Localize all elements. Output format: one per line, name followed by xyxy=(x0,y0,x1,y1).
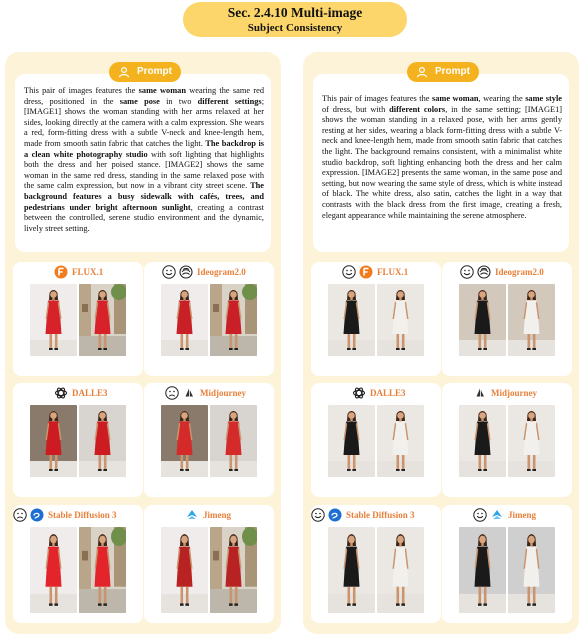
model-card xyxy=(144,262,274,376)
generated-image-2 xyxy=(508,405,555,477)
model-card xyxy=(13,383,143,497)
midjourney-logo-icon xyxy=(182,386,196,400)
prompt-segment: ; [IMAGE1] shows the woman standing with her arms relaxed at her sides, looking directly at the camera with a calm expression. She wears a red, form-fitting dress with a subtle V-neck and knee-length hem, made from smooth satin fabric that catches the light. xyxy=(24,96,265,148)
generated-image-1 xyxy=(328,284,375,356)
model-card xyxy=(13,262,143,376)
smile-face-icon xyxy=(311,508,325,522)
person-icon xyxy=(416,66,428,78)
generated-image-1 xyxy=(459,527,506,613)
generated-image-1 xyxy=(30,405,77,477)
generated-image-1 xyxy=(328,405,375,477)
model-card xyxy=(442,383,572,497)
smile-face-icon xyxy=(460,265,474,279)
model-name: Ideogram2.0 xyxy=(197,267,246,277)
flux-logo-icon xyxy=(359,265,373,279)
prompt-segment: This pair of images features the xyxy=(24,86,139,95)
generated-image-1 xyxy=(459,284,506,356)
generated-image-2 xyxy=(79,527,126,613)
prompt-segment: of dress, but with xyxy=(322,104,390,114)
prompt-segment: , wearing the xyxy=(478,94,526,103)
model-name: Jimeng xyxy=(203,510,231,520)
right-prompt-pill xyxy=(407,62,479,82)
model-name: Ideogram2.0 xyxy=(495,267,544,277)
right-prompt-text xyxy=(322,94,562,221)
model-name: FLUX.1 xyxy=(377,267,409,277)
model-card xyxy=(144,505,274,623)
section-title: Sec. 2.4.10 Multi-image xyxy=(227,5,363,20)
section-subtitle: Subject Consistency xyxy=(247,22,343,34)
model-name: Midjourney xyxy=(491,388,537,398)
prompt-segment: different colors xyxy=(389,104,446,114)
generated-image-1 xyxy=(459,405,506,477)
prompt-segment: The background features a busy sidewalk with cafés, trees, and pedestrians under bright afternoon sunlight xyxy=(24,181,264,212)
left-prompt-text xyxy=(24,86,264,234)
left-prompt-box xyxy=(15,74,271,252)
model-name: Stable Diffusion 3 xyxy=(48,510,117,520)
generated-image-2 xyxy=(508,284,555,356)
openai-logo-icon xyxy=(352,386,366,400)
sd3-logo-icon xyxy=(328,508,342,522)
generated-image-2 xyxy=(210,405,257,477)
model-card xyxy=(311,383,441,497)
generated-image-1 xyxy=(161,527,208,613)
prompt-label: Prompt xyxy=(137,66,172,77)
model-name: Midjourney xyxy=(200,388,246,398)
generated-image-2 xyxy=(377,527,424,613)
smile-face-icon xyxy=(162,265,176,279)
right-prompt-box xyxy=(313,74,569,252)
model-card xyxy=(144,383,274,497)
openai-logo-icon xyxy=(54,386,68,400)
prompt-segment: same style xyxy=(525,94,562,103)
model-name: Jimeng xyxy=(508,510,536,520)
model-name: FLUX.1 xyxy=(72,267,104,277)
prompt-segment: same woman xyxy=(431,94,479,103)
model-card xyxy=(311,505,441,623)
prompt-segment: different settings xyxy=(197,96,262,106)
generated-image-2 xyxy=(377,405,424,477)
prompt-segment: The backdrop is a clean white photography studio xyxy=(24,138,265,159)
ideogram-logo-icon xyxy=(477,265,491,279)
prompt-segment: same pose xyxy=(119,96,160,106)
jimeng-logo-icon xyxy=(490,508,504,522)
prompt-segment: , creating a contrast between the controlled, serene studio environment and the dynamic, lively street setting. xyxy=(24,202,264,233)
generated-image-1 xyxy=(161,284,208,356)
midjourney-logo-icon xyxy=(473,386,487,400)
generated-image-1 xyxy=(161,405,208,477)
model-card xyxy=(311,262,441,376)
model-card xyxy=(13,505,143,623)
section-title-pill xyxy=(183,2,407,37)
prompt-segment: in two xyxy=(159,96,198,106)
prompt-segment: wearing the same red dress, positioned in the xyxy=(24,86,264,106)
left-panel xyxy=(5,52,281,634)
prompt-label: Prompt xyxy=(435,66,470,77)
frown-face-icon xyxy=(165,386,179,400)
generated-image-2 xyxy=(79,284,126,356)
frown-face-icon xyxy=(13,508,27,522)
generated-image-1 xyxy=(328,527,375,613)
sd3-logo-icon xyxy=(30,508,44,522)
model-name: DALLE3 xyxy=(370,388,406,398)
right-panel xyxy=(303,52,579,634)
flux-logo-icon xyxy=(54,265,68,279)
smile-face-icon xyxy=(342,265,356,279)
model-name: DALLE3 xyxy=(72,388,108,398)
generated-image-2 xyxy=(377,284,424,356)
prompt-segment: same woman xyxy=(138,86,186,95)
prompt-segment: This pair of images features the xyxy=(322,94,432,103)
generated-image-2 xyxy=(508,527,555,613)
generated-image-1 xyxy=(30,284,77,356)
left-prompt-pill xyxy=(109,62,181,82)
generated-image-1 xyxy=(30,527,77,613)
generated-image-2 xyxy=(79,405,126,477)
model-name: Stable Diffusion 3 xyxy=(346,510,415,520)
jimeng-logo-icon xyxy=(185,508,199,522)
model-card xyxy=(442,262,572,376)
ideogram-logo-icon xyxy=(179,265,193,279)
generated-image-2 xyxy=(210,284,257,356)
generated-image-2 xyxy=(210,527,257,613)
person-icon xyxy=(118,66,130,78)
smile-face-icon xyxy=(473,508,487,522)
model-card xyxy=(442,505,572,623)
prompt-segment: , in the same setting; [IMAGE1] shows the woman standing in a relaxed pose, with her arms gently resting at her sides, wearing a black form-fitting dress with a subtle V-neck and knee-length hem, made from smooth satin fabric that catches the light. The background remains consistent, with a minimalist white studio backdrop, soft lighting enhancing both the dress and her calm expression. [IMAGE2] presents the same woman, in the same pose and setting, but now wearing the same style of dress, which is white instead of black. The white dress, also satin, catches the light in a way that contrasts with the black dress from the first image, creating a fresh, elegant appearance while maintaining the serene atmosphere. xyxy=(322,104,563,220)
prompt-segment: with soft lighting that highlights both the dress and her poised stance. [IMAGE2] shows the same woman in the same red dress, standing in the same relaxed pose with the same calm expression, but now in a vibrant city street scene. xyxy=(24,149,264,191)
